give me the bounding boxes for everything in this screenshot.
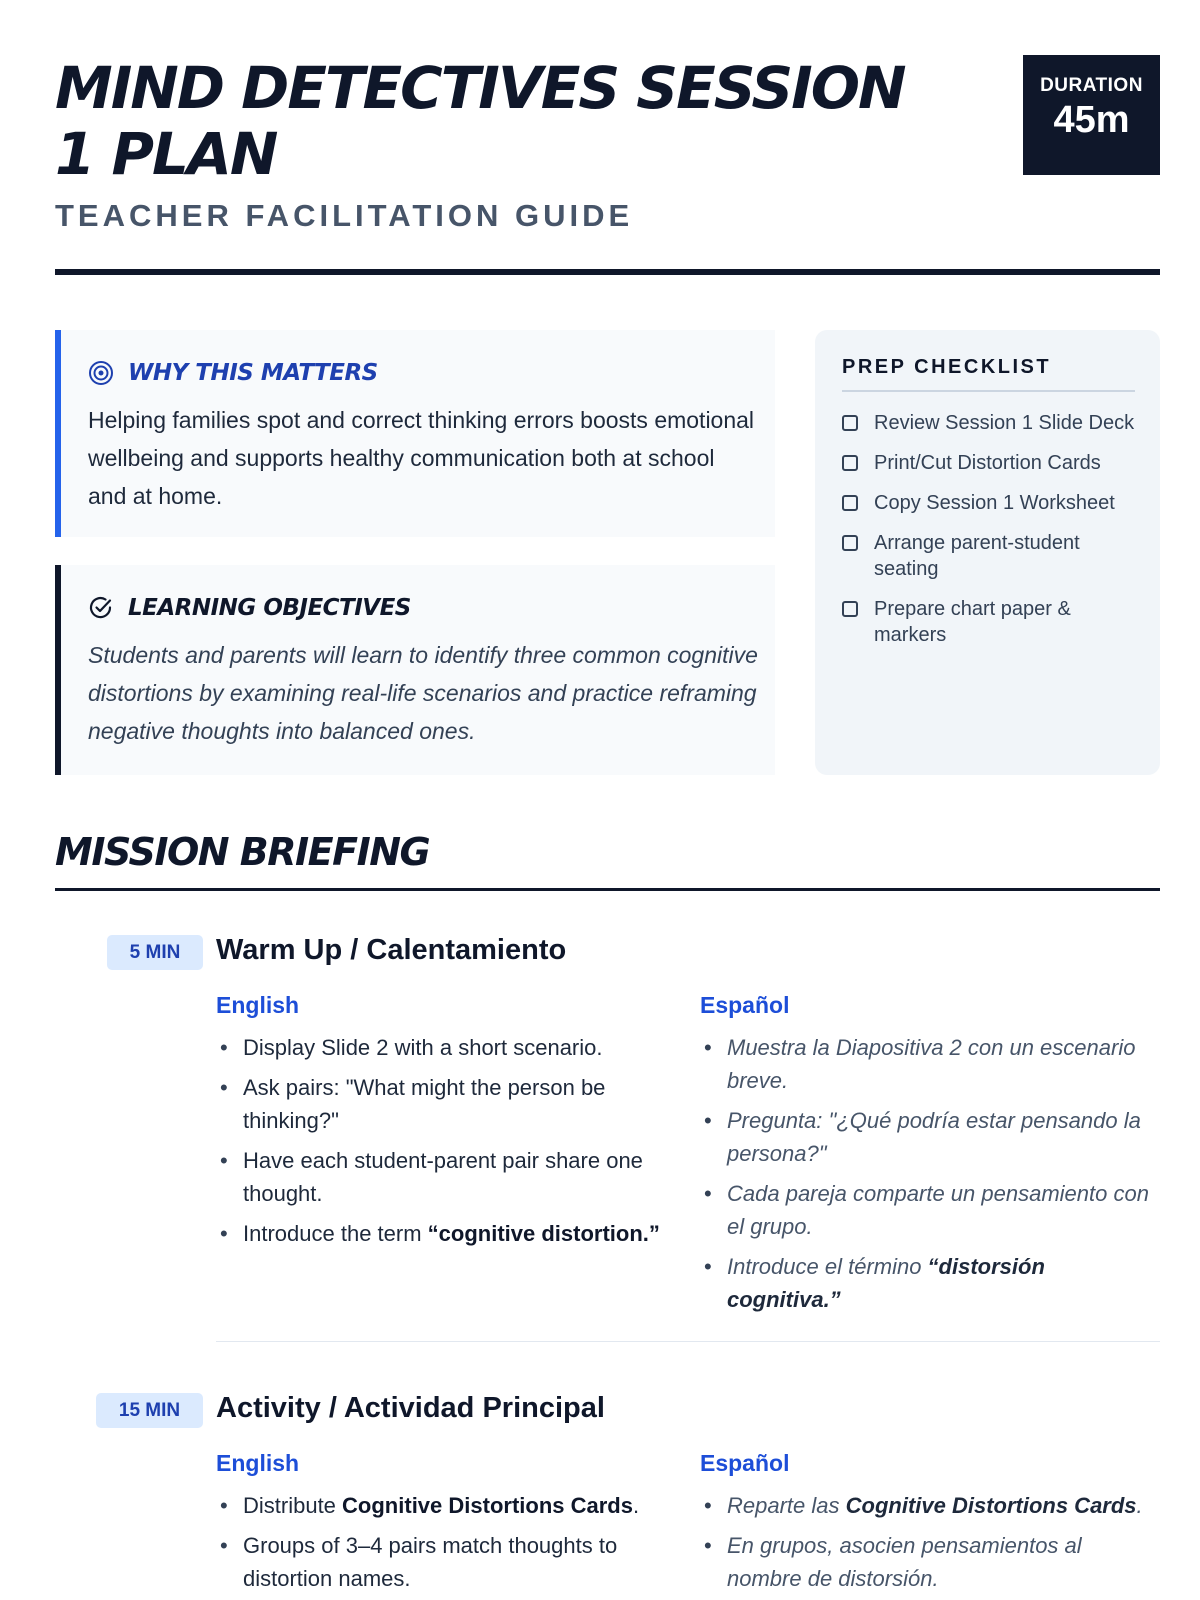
key-term: “distorsión cognitiva.” xyxy=(727,1254,1045,1312)
english-column xyxy=(216,992,671,1257)
why-body: Helping families spot and correct thinking errors boosts emotional wellbeing and supports healthy communication both at school and at home. xyxy=(88,407,755,509)
checklist-item-label: Prepare chart paper & markers xyxy=(874,598,1071,646)
mission-divider xyxy=(55,888,1160,891)
spanish-steps xyxy=(700,1489,1155,1595)
checklist-item-label: Review Session 1 Slide Deck xyxy=(874,412,1135,434)
why-heading-row xyxy=(88,360,378,386)
objectives-body: Students and parents will learn to identify three common cognitive distortions by examining real-life scenarios and practice reframing negative thoughts into balanced ones. xyxy=(88,642,758,744)
objectives-heading: LEARNING OBJECTIVES xyxy=(128,595,411,621)
page-header xyxy=(55,55,1160,277)
list-item: • Display Slide 2 with a short scenario. xyxy=(216,1031,671,1064)
accent-bar xyxy=(55,565,61,775)
prep-checklist xyxy=(815,330,1160,775)
why-this-matters-card xyxy=(55,330,775,537)
checklist-item-label: Print/Cut Distortion Cards xyxy=(874,452,1101,474)
duration-value: 45m xyxy=(1053,99,1130,141)
agenda-block-warm-up xyxy=(55,935,1160,1355)
page-subtitle: TEACHER FACILITATION GUIDE xyxy=(55,198,634,233)
prep-divider xyxy=(842,390,1135,392)
duration-badge xyxy=(1023,55,1160,175)
prep-checklist-title: PREP CHECKLIST xyxy=(842,356,1052,378)
checklist-item[interactable] xyxy=(842,450,1137,476)
language-label: English xyxy=(216,1450,300,1476)
mission-briefing-title: MISSION BRIEFING xyxy=(55,830,430,874)
accent-bar xyxy=(55,330,61,537)
list-item: • Introduce the term “cognitive distortion.” xyxy=(216,1217,671,1250)
checkbox[interactable] xyxy=(842,455,858,471)
key-term: Cognitive Distortions Cards xyxy=(342,1493,633,1518)
checklist-item-label: Copy Session 1 Worksheet xyxy=(874,492,1115,514)
list-item: • Ask pairs: "What might the person be thinking?" xyxy=(216,1071,671,1137)
block-title: Activity / Actividad Principal xyxy=(216,1392,605,1424)
block-title: Warm Up / Calentamiento xyxy=(216,934,567,966)
english-steps xyxy=(216,1489,671,1595)
checkbox[interactable] xyxy=(842,495,858,511)
spanish-column xyxy=(700,992,1155,1323)
language-label: Español xyxy=(700,992,790,1018)
language-label: English xyxy=(216,992,300,1018)
spanish-steps xyxy=(700,1031,1155,1316)
list-item: • Muestra la Diapositiva 2 con un escenario breve. xyxy=(700,1031,1155,1097)
target-icon xyxy=(88,360,114,386)
objectives-heading-row xyxy=(88,595,411,621)
duration-label: DURATION xyxy=(1040,75,1143,96)
checklist-item[interactable] xyxy=(842,530,1137,582)
english-steps xyxy=(216,1031,671,1250)
time-badge: 15 MIN xyxy=(96,1393,203,1428)
english-column xyxy=(216,1450,671,1600)
checklist-item-label: Arrange parent-student seating xyxy=(874,532,1080,580)
header-divider xyxy=(55,269,1160,275)
why-heading: WHY THIS MATTERS xyxy=(128,360,378,386)
checkbox[interactable] xyxy=(842,601,858,617)
agenda-block-activity xyxy=(55,1393,1160,1600)
list-item: • Groups of 3–4 pairs match thoughts to distortion names. xyxy=(216,1529,671,1595)
checkbox[interactable] xyxy=(842,535,858,551)
list-item: • Cada pareja comparte un pensamiento con el grupo. xyxy=(700,1177,1155,1243)
list-item: • Pregunta: "¿Qué podría estar pensando la persona?" xyxy=(700,1104,1155,1170)
list-item: • Have each student-parent pair share one thought. xyxy=(216,1144,671,1210)
prep-checklist-items xyxy=(842,410,1137,662)
key-term: “cognitive distortion.” xyxy=(427,1221,660,1246)
time-badge: 5 MIN xyxy=(107,935,203,970)
checklist-item[interactable] xyxy=(842,410,1137,436)
list-item: • Distribute Cognitive Distortions Cards. xyxy=(216,1489,671,1522)
learning-objectives-card xyxy=(55,565,775,775)
checklist-item[interactable] xyxy=(842,490,1137,516)
checkbox[interactable] xyxy=(842,415,858,431)
block-divider xyxy=(216,1341,1160,1342)
list-item: • Introduce el término “distorsión cognitiva.” xyxy=(700,1250,1155,1316)
spanish-column xyxy=(700,1450,1155,1600)
key-term: Cognitive Distortions Cards xyxy=(845,1493,1137,1518)
checklist-item[interactable] xyxy=(842,596,1137,648)
check-circle-icon xyxy=(88,595,114,621)
page-title: MIND DETECTIVES SESSION 1 PLAN xyxy=(55,54,905,188)
list-item: • Reparte las Cognitive Distortions Cards. xyxy=(700,1489,1155,1522)
language-label: Español xyxy=(700,1450,790,1476)
list-item: • En grupos, asocien pensamientos al nombre de distorsión. xyxy=(700,1529,1155,1595)
